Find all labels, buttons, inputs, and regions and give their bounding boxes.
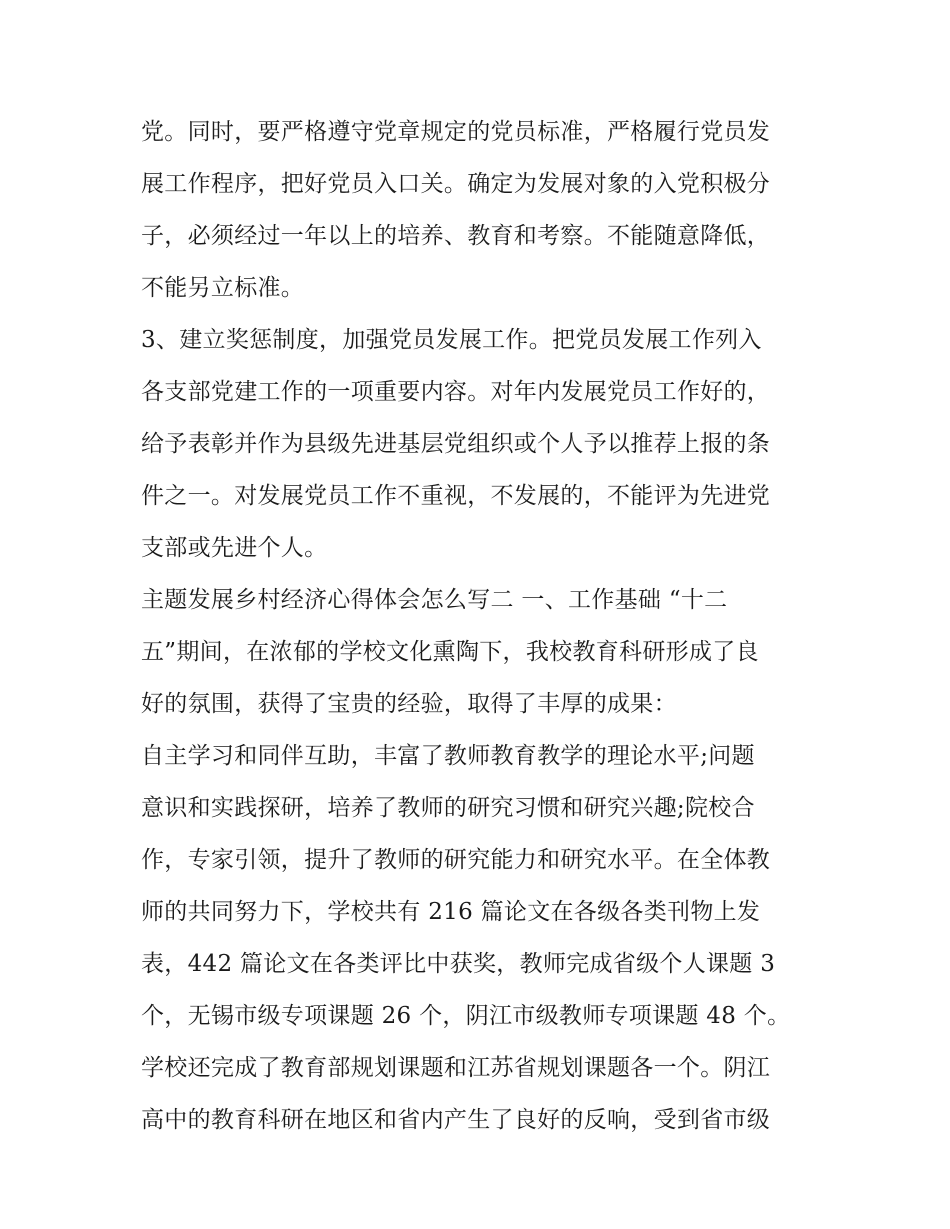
- text-line: 子，必须经过一年以上的培养、教育和考察。不能随意降低，: [141, 223, 771, 249]
- text-line: 不能另立标准。: [141, 275, 305, 301]
- text-line: 五”期间，在浓郁的学校文化熏陶下，我校教育科研形成了良: [141, 639, 759, 665]
- text-line: 作，专家引领，提升了教师的研究能力和研究水平。在全体教: [141, 847, 771, 873]
- text-line: 师的共同努力下，学校共有 216 篇论文在各级各类刊物上发: [141, 899, 761, 925]
- text-line: 支部或先进个人。: [141, 535, 328, 561]
- text-line: 各支部党建工作的一项重要内容。对年内发展党员工作好的，: [141, 379, 771, 405]
- text-line: 好的氛围，获得了宝贵的经验，取得了丰厚的成果：: [141, 691, 677, 717]
- text-line: 学校还完成了教育部规划课题和江苏省规划课题各一个。阴江: [141, 1055, 771, 1081]
- text-line: 意识和实践探研，培养了教师的研究习惯和研究兴趣;院校合: [141, 795, 755, 821]
- body-text: [141, 106, 821, 1146]
- text-line: 党。同时，要严格遵守党章规定的党员标准，严格履行党员发: [141, 119, 771, 145]
- text-line: 件之一。对发展党员工作不重视，不发展的，不能评为先进党: [141, 483, 771, 509]
- text-line: 个，无锡市级专项课题 26 个，阴江市级教师专项课题 48 个。: [141, 1003, 791, 1029]
- text-line: 高中的教育科研在地区和省内产生了良好的反响，受到省市级: [141, 1107, 771, 1133]
- text-line: 自主学习和同伴互助，丰富了教师教育教学的理论水平;问题: [141, 743, 755, 769]
- text-line: 表，442 篇论文在各类评比中获奖，教师完成省级个人课题 3: [141, 951, 776, 977]
- text-line: 主题发展乡村经济心得体会怎么写二 一、工作基础 “十二: [141, 587, 728, 613]
- text-line: 展工作程序，把好党员入口关。确定为发展对象的入党积极分: [141, 171, 771, 197]
- text-line: 3、建立奖惩制度，加强党员发展工作。把党员发展工作列入: [141, 327, 762, 353]
- text-line: 给予表彰并作为县级先进基层党组织或个人予以推荐上报的条: [141, 431, 771, 457]
